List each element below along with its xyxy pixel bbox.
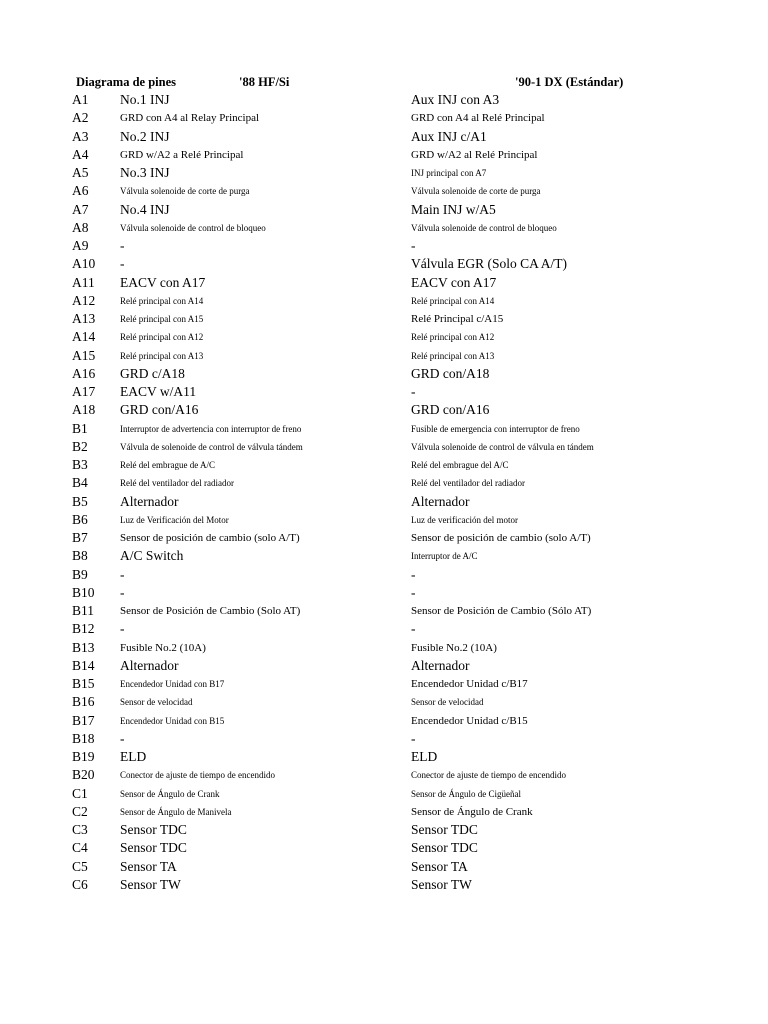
pin-function-88-hf-si: Relé principal con A12 xyxy=(120,332,204,343)
pin-function-90-1-dx: GRD w/A2 al Relé Principal xyxy=(411,148,538,161)
pin-label: C2 xyxy=(72,803,88,819)
pin-function-90-1-dx: Sensor TDC xyxy=(411,840,478,856)
page-title: Diagrama de pines xyxy=(76,75,176,89)
pin-function-88-hf-si: - xyxy=(120,730,125,746)
pin-row xyxy=(0,474,768,492)
pin-table xyxy=(0,91,768,894)
pin-row xyxy=(0,730,768,748)
pin-function-88-hf-si: Relé principal con A13 xyxy=(120,350,204,361)
pin-function-88-hf-si: Válvula de solenoide de control de válvula tándem xyxy=(120,441,303,452)
pin-function-88-hf-si: - xyxy=(120,238,125,253)
pin-label: A2 xyxy=(72,110,89,126)
pin-function-90-1-dx: Alternador xyxy=(411,657,470,673)
pin-row xyxy=(0,91,768,109)
pin-row xyxy=(0,785,768,803)
pin-row xyxy=(0,657,768,675)
pin-function-90-1-dx: Sensor de posición de cambio (solo A/T) xyxy=(411,532,591,544)
pin-function-88-hf-si: Encendedor Unidad con B17 xyxy=(120,679,225,689)
pin-function-90-1-dx: Relé principal con A12 xyxy=(411,332,495,343)
pin-function-88-hf-si: Luz de Verificación del Motor xyxy=(120,514,229,525)
pin-function-90-1-dx: Conector de ajuste de tiempo de encendido xyxy=(411,770,566,781)
pin-function-88-hf-si: GRD con A4 al Relay Principal xyxy=(120,112,260,125)
pin-label: B5 xyxy=(72,493,88,509)
pin-label: C3 xyxy=(72,822,88,837)
pin-function-88-hf-si: GRD w/A2 a Relé Principal xyxy=(120,148,244,161)
pin-function-88-hf-si: - xyxy=(120,584,125,600)
pin-function-90-1-dx: Relé Principal c/A15 xyxy=(411,313,504,325)
pin-function-88-hf-si: No.2 INJ xyxy=(120,128,170,144)
pin-function-88-hf-si: Sensor de posición de cambio (solo A/T) xyxy=(120,532,300,544)
pin-function-90-1-dx: Sensor TW xyxy=(411,876,472,892)
pin-label: A3 xyxy=(72,128,89,144)
pin-function-90-1-dx: INJ principal con A7 xyxy=(411,168,487,178)
pin-function-90-1-dx: Aux INJ c/A1 xyxy=(411,128,487,144)
pin-function-88-hf-si: Sensor de velocidad xyxy=(120,697,193,708)
pin-label: B19 xyxy=(72,749,95,764)
pin-function-90-1-dx: Main INJ w/A5 xyxy=(411,201,496,217)
pin-label: A17 xyxy=(72,384,96,399)
pin-row xyxy=(0,109,768,127)
pin-label: B1 xyxy=(72,420,88,436)
pin-function-90-1-dx: - xyxy=(411,730,416,746)
pin-label: B20 xyxy=(72,767,95,783)
pin-function-88-hf-si: - xyxy=(120,566,125,582)
pin-function-90-1-dx: GRD con/A18 xyxy=(411,365,490,381)
pin-row xyxy=(0,675,768,693)
pin-label: A5 xyxy=(72,165,89,180)
pin-function-88-hf-si: EACV w/A11 xyxy=(120,384,197,399)
pin-label: B12 xyxy=(72,621,95,637)
pin-function-88-hf-si: - xyxy=(120,621,125,637)
pin-row xyxy=(0,219,768,237)
pin-function-90-1-dx: EACV con A17 xyxy=(411,274,497,290)
pin-function-88-hf-si: Alternador xyxy=(120,657,179,673)
pin-function-88-hf-si: GRD con/A16 xyxy=(120,402,199,418)
pin-row xyxy=(0,383,768,401)
pin-row xyxy=(0,566,768,584)
pin-row xyxy=(0,255,768,273)
pin-function-90-1-dx: Relé del embrague del A/C xyxy=(411,460,509,470)
pin-row xyxy=(0,493,768,511)
pin-function-90-1-dx: Encendedor Unidad c/B17 xyxy=(411,678,528,690)
pin-label: A1 xyxy=(72,92,89,107)
pin-function-88-hf-si: Sensor TDC xyxy=(120,840,187,856)
pin-row xyxy=(0,620,768,638)
pin-function-90-1-dx: Válvula solenoide de control de bloqueo xyxy=(411,222,557,233)
pin-row xyxy=(0,602,768,620)
pin-function-88-hf-si: Sensor de Ángulo de Crank xyxy=(120,788,220,799)
pin-row xyxy=(0,456,768,474)
pin-label: B6 xyxy=(72,511,88,527)
pin-function-90-1-dx: Sensor TDC xyxy=(411,822,478,837)
column-header-90-1-dx: '90-1 DX (Estándar) xyxy=(515,75,624,89)
pin-function-90-1-dx: Relé principal con A14 xyxy=(411,295,495,306)
pin-label: B2 xyxy=(72,438,88,454)
pin-label: B14 xyxy=(72,657,95,673)
pin-function-90-1-dx: Fusible No.2 (10A) xyxy=(411,641,497,654)
pin-function-88-hf-si: Relé principal con A15 xyxy=(120,314,204,324)
pin-function-90-1-dx: Aux INJ con A3 xyxy=(411,92,500,107)
pin-label: C1 xyxy=(72,785,88,801)
pin-function-90-1-dx: Sensor de Posición de Cambio (Sólo AT) xyxy=(411,605,592,617)
column-header-88-hf-si: '88 HF/Si xyxy=(239,75,290,89)
pin-function-88-hf-si: Sensor TDC xyxy=(120,822,187,837)
pin-label: B18 xyxy=(72,730,95,746)
pin-label: B11 xyxy=(72,603,95,618)
pin-row xyxy=(0,584,768,602)
pin-function-90-1-dx: Sensor TA xyxy=(411,858,468,874)
pin-row xyxy=(0,712,768,730)
pin-label: A16 xyxy=(72,365,96,381)
pin-row xyxy=(0,766,768,784)
pin-function-90-1-dx: Fusible de emergencia con interruptor de freno xyxy=(411,423,580,434)
pin-function-88-hf-si: Sensor TA xyxy=(120,858,177,874)
pin-row xyxy=(0,128,768,146)
pin-label: A8 xyxy=(72,219,89,235)
pin-label: A18 xyxy=(72,402,96,418)
pin-label: A14 xyxy=(72,329,96,345)
pin-row xyxy=(0,328,768,346)
pin-label: B13 xyxy=(72,639,95,655)
pin-function-90-1-dx: - xyxy=(411,384,416,399)
pin-function-90-1-dx: Alternador xyxy=(411,493,470,509)
pin-function-88-hf-si: Relé del ventilador del radiador xyxy=(120,478,234,489)
pin-function-88-hf-si: Válvula solenoide de corte de purga xyxy=(120,186,250,197)
pin-row xyxy=(0,347,768,365)
pin-row xyxy=(0,876,768,894)
pin-row xyxy=(0,292,768,310)
pin-label: B15 xyxy=(72,676,95,691)
pin-function-88-hf-si: No.4 INJ xyxy=(120,201,170,217)
pin-function-90-1-dx: Sensor de Ángulo de Cigüeñal xyxy=(411,788,521,799)
pin-function-90-1-dx: Sensor de velocidad xyxy=(411,697,484,708)
pin-label: A9 xyxy=(72,238,89,253)
pin-row xyxy=(0,511,768,529)
pin-row xyxy=(0,420,768,438)
pin-label: A7 xyxy=(72,201,89,217)
pin-function-88-hf-si: A/C Switch xyxy=(120,548,184,564)
pin-function-90-1-dx: - xyxy=(411,566,416,582)
pin-function-90-1-dx: Interruptor de A/C xyxy=(411,551,478,562)
pin-label: A4 xyxy=(72,146,89,162)
pin-row xyxy=(0,274,768,292)
pin-label: A11 xyxy=(72,274,95,290)
pin-label: A15 xyxy=(72,347,96,363)
pin-row xyxy=(0,529,768,547)
pin-label: A10 xyxy=(72,256,96,272)
pin-function-88-hf-si: Alternador xyxy=(120,493,179,509)
pin-function-90-1-dx: GRD con/A16 xyxy=(411,402,490,418)
pin-label: C5 xyxy=(72,858,88,874)
pin-row xyxy=(0,821,768,839)
pin-row xyxy=(0,693,768,711)
pin-function-88-hf-si: Fusible No.2 (10A) xyxy=(120,641,206,654)
pin-label: A6 xyxy=(72,183,89,199)
pin-label: B16 xyxy=(72,694,95,710)
pin-function-88-hf-si: Sensor de Ángulo de Manivela xyxy=(120,806,232,817)
pin-label: A12 xyxy=(72,292,96,308)
pin-row xyxy=(0,310,768,328)
pin-function-90-1-dx: Sensor de Ángulo de Crank xyxy=(411,805,533,818)
pin-function-88-hf-si: Relé del embrague de A/C xyxy=(120,460,215,470)
pin-function-90-1-dx: Luz de verificación del motor xyxy=(411,514,518,525)
pin-function-88-hf-si: Encendedor Unidad con B15 xyxy=(120,715,225,726)
pin-row xyxy=(0,803,768,821)
pin-label: B17 xyxy=(72,712,95,728)
pin-function-88-hf-si: ELD xyxy=(120,749,147,764)
pin-label: C4 xyxy=(72,840,88,856)
pin-function-90-1-dx: Relé principal con A13 xyxy=(411,350,495,361)
pin-function-90-1-dx: Válvula EGR (Solo CA A/T) xyxy=(411,256,567,272)
pin-label: C6 xyxy=(72,876,88,892)
pin-function-90-1-dx: Válvula solenoide de corte de purga xyxy=(411,186,541,197)
pin-function-88-hf-si: Interruptor de advertencia con interruptor de freno xyxy=(120,423,302,434)
pin-function-90-1-dx: ELD xyxy=(411,749,438,764)
pin-function-90-1-dx: Encendedor Unidad c/B15 xyxy=(411,714,528,727)
pin-function-88-hf-si: EACV con A17 xyxy=(120,274,206,290)
pin-function-88-hf-si: No.3 INJ xyxy=(120,165,170,180)
pin-function-88-hf-si: Sensor TW xyxy=(120,876,181,892)
pin-function-88-hf-si: Relé principal con A14 xyxy=(120,295,204,306)
pin-row xyxy=(0,401,768,419)
pin-function-88-hf-si: No.1 INJ xyxy=(120,92,170,107)
pin-row xyxy=(0,237,768,255)
pin-row xyxy=(0,858,768,876)
pin-function-88-hf-si: Conector de ajuste de tiempo de encendido xyxy=(120,770,275,781)
pin-label: B8 xyxy=(72,548,88,564)
pin-function-90-1-dx: GRD con A4 al Relé Principal xyxy=(411,112,545,125)
pin-label: B4 xyxy=(72,475,88,491)
pin-label: B10 xyxy=(72,584,95,600)
pin-function-88-hf-si: Válvula solenoide de control de bloqueo xyxy=(120,222,266,233)
pin-label: B3 xyxy=(72,457,88,472)
pin-row xyxy=(0,438,768,456)
pin-function-88-hf-si: GRD c/A18 xyxy=(120,365,185,381)
pin-function-88-hf-si: - xyxy=(120,256,125,272)
pin-row xyxy=(0,365,768,383)
pin-row xyxy=(0,201,768,219)
pin-row xyxy=(0,547,768,565)
pin-row xyxy=(0,639,768,657)
pin-row xyxy=(0,164,768,182)
pin-function-90-1-dx: Relé del ventilador del radiador xyxy=(411,478,525,489)
pin-row xyxy=(0,748,768,766)
pin-function-90-1-dx: - xyxy=(411,238,416,253)
pin-label: A13 xyxy=(72,311,96,326)
pin-label: B7 xyxy=(72,530,88,545)
pin-function-88-hf-si: Sensor de Posición de Cambio (Solo AT) xyxy=(120,605,301,617)
pin-row xyxy=(0,146,768,164)
pin-function-90-1-dx: - xyxy=(411,584,416,600)
pin-row xyxy=(0,182,768,200)
pin-function-90-1-dx: Válvula solenoide de control de válvula en tándem xyxy=(411,441,594,452)
pin-row xyxy=(0,839,768,857)
pin-label: B9 xyxy=(72,566,88,582)
pin-function-90-1-dx: - xyxy=(411,621,416,637)
